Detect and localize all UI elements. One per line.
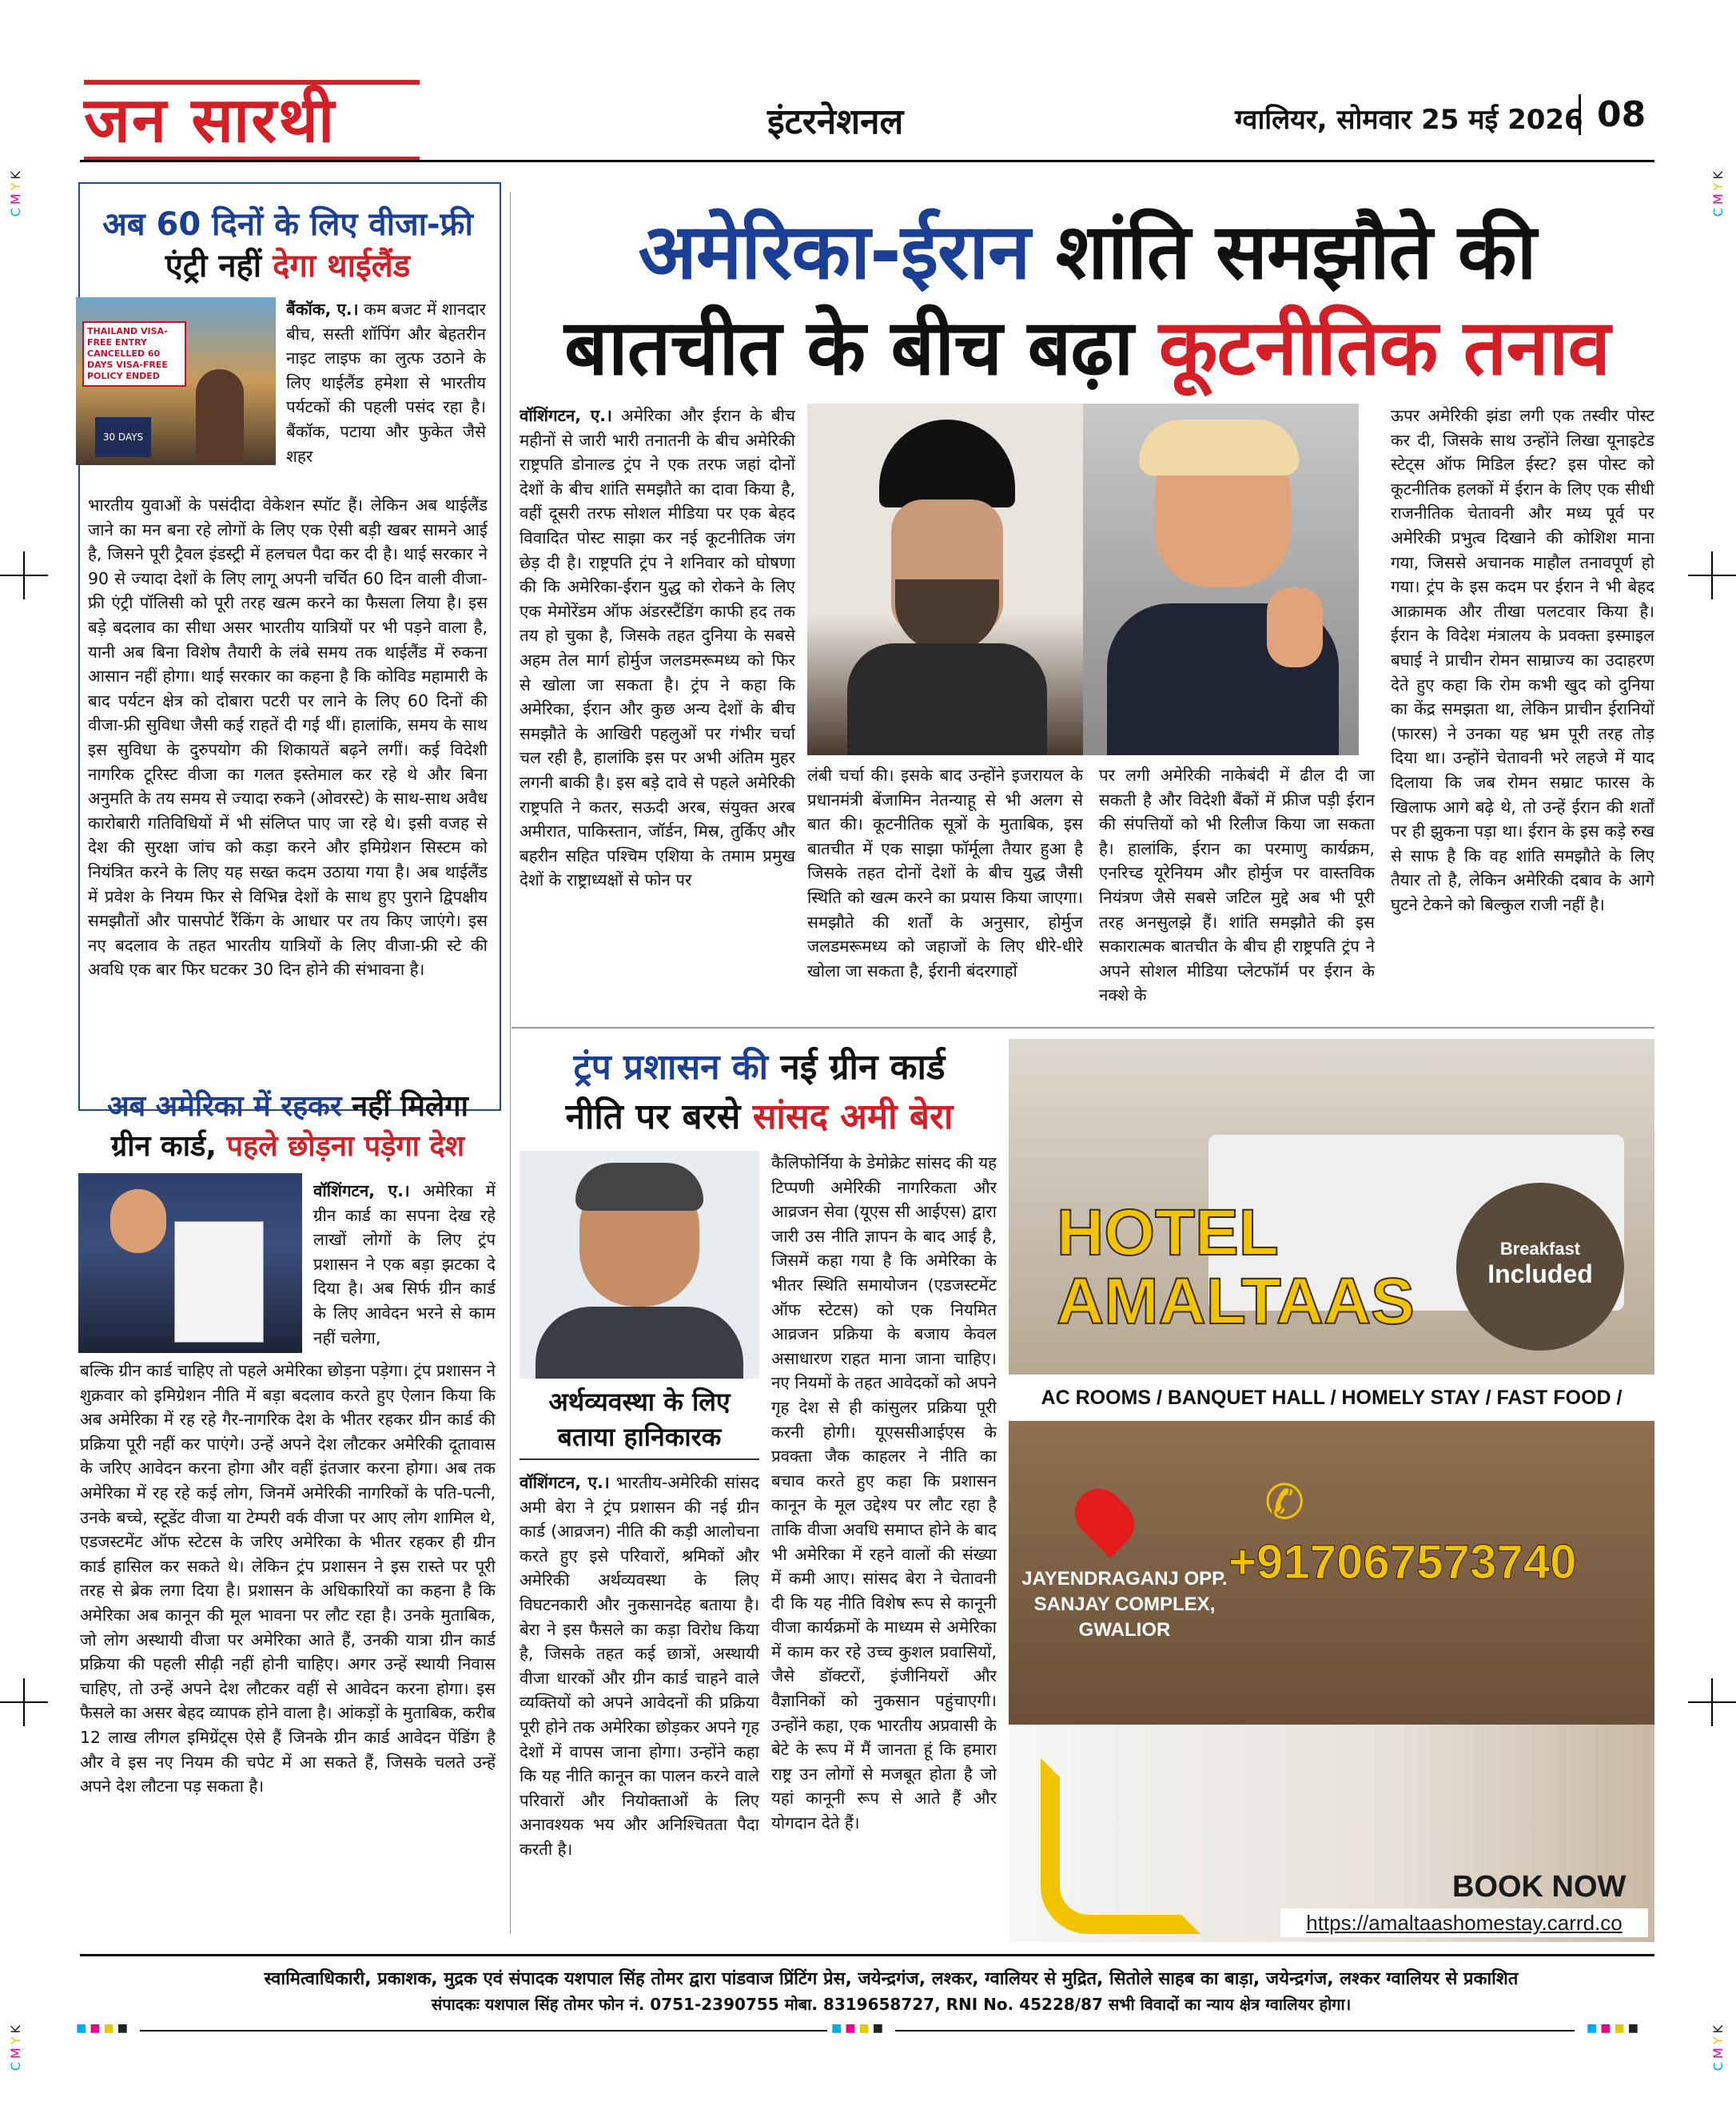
thailand-body: भारतीय युवाओं के पसंदीदा वेकेशन स्पॉट हैं। लेकिन अब थाईलैंड जाने का मन बना रहे लोगों के लिए एक ऐसी बड़ी खबर सामने आई है, जिसने पूरी ट्रैवल इंडस्ट्री में हलचल पैदा कर दी है। थाई सरकार ने 90 से ज्यादा देशों के लिए लागू अपनी चर्चित 60 दिन वाली वीजा-फ्री एंट्री पॉलिसी को पूरी तरह खत्म करने का फैसला लिया है। इस बड़े बदलाव का सीधा असर भारतीय यात्रियों पर भी पड़ने वाला है, यानी अब बिना विशेष तैयारी के लंबे समय तक थाईलैंड में रुकना आसान नहीं होगा। थाई सरकार का कहना है कि कोविड महामारी के बाद पर्यटन क्षेत्र को दोबारा पटरी पर लाने के लिए 60 दिनों की वीजा-फ्री सुविधा जैसी कई राहतें दी गई थीं। हालांकि, समय के साथ इस सुविधा के दुरुपयोग की शिकायतें बढ़ने लगीं। कई विदेशी नागरिक टूरिस्ट वीजा का गलत इस्तेमाल कर रहे थे और बिना अनुमति के तय समय से ज्यादा रुकने (ओवरस्टे) के साथ-साथ अवैध कारोबारी गतिविधियों में भी संलिप्त पाए जा रहे थे। इसी वजह से देश की सुरक्षा जांच को कड़ा करने और इमिग्रेशन सिस्टम को नियंत्रित करने के लिए यह सख्त कदम उठाया गया है। अब थाईलैंड में प्रवेश के नियम फिर से विभिन्न देशों के साथ हुए पुराने द्विपक्षीय समझौतों और पासपोर्ट रैंकिंग के आधार पर तय किए जाएंगे। इस नए बदलाव के तहत भारतीय यात्रियों के लिए वीजा-फ्री स्टे की अवधि एक बार फिर घटकर 30 दिन होने की संभावना है। bbox=[88, 495, 488, 980]
color-dots-center: ■■■■ bbox=[831, 2022, 886, 2035]
main-headline: अमेरिका-ईरान शांति समझौते की बातचीत के बीच बढ़ा कूटनीतिक तनाव bbox=[564, 207, 1610, 392]
cmyk-mark-top-left: CMYK bbox=[8, 168, 23, 217]
hair bbox=[575, 1163, 703, 1211]
registration-mark-left bbox=[0, 551, 48, 599]
visa-card-graphic: THAILAND VISA-FREE ENTRY CANCELLED 60 DAYS VISA-FREE POLICY ENDED bbox=[82, 321, 186, 387]
bottom-rule-left bbox=[140, 2030, 827, 2031]
ad-address: JAYENDRAGANJ OPP. SANJAY COMPLEX, GWALIOR bbox=[1021, 1568, 1228, 1641]
cmyk-mark-bottom-left: CMYK bbox=[8, 2022, 23, 2071]
cmyk-mark-top-right: CMYK bbox=[1710, 168, 1726, 217]
bera-col1: वॉशिंगटन, ए.। भारतीय-अमेरिकी सांसद अमी बेरा ने ट्रंप प्रशासन की नई ग्रीन कार्ड (आव्रजन) नीति की कड़ी आलोचना करते हुए इसे परिवारों, श्रमिकों और अमेरिकी अर्थव्यवस्था के लिए विघटनकारी और नुकसानदेह बताया है। बेरा ने इस फैसले का कड़ा विरोध किया है, जिसके तहत कई छात्रों, अस्थायी वीजा धारकों और ग्रीन कार्ड चाहने वाले व्यक्तियों को अपने आवेदनों की प्रक्रिया पूरी होने तक अमेरिका छोड़कर अपने गृह देशों में वापस जाना होगा। उन्होंने कहा कि यह नीति कानून का पालन करने वाले परिवारों और नियोक्ताओं के लिए अनावश्यक भय और अनिश्चितता पैदा करती है। bbox=[520, 1473, 759, 1859]
masthead-logo: जन सारथी bbox=[84, 80, 420, 161]
ad-hotel-name: AMALTAAS bbox=[1057, 1265, 1415, 1338]
hair bbox=[1139, 420, 1299, 476]
main-col1: वॉशिंगटन, ए.। अमेरिका और ईरान के बीच महीनों से जारी भारी तनातनी के बीच अमेरिकी राष्ट्रपति डोनाल्ड ट्रंप ने एक तरफ जहां दोनों देशों के बीच शांति समझौते का दावा किया है, वहीं दूसरी तरफ सोशल मीडिया पर एक बेहद विवादित पोस्ट साझा कर नई कूटनीतिक जंग छेड़ दी है। राष्ट्रपति ट्रंप ने शनिवार को घोषणा की कि अमेरिका-ईरान युद्ध को रोकने के लिए एक मेमोरेंडम ऑफ अंडरस्टैंडिंग काफी हद तक तय हो चुका है, जिसके तहत दुनिया के सबसे अहम तेल मार्ग होर्मुज जलडमरूमध्य को फिर से खोला जा सकता है। ट्रंप ने कहा कि अमेरिका, ईरान और कुछ अन्य देशों के बीच समझौते के आखिरी पहलुओं पर गंभीर चर्चा चल रही है, हालांकि इस पर अभी अंतिम मुहर लगनी बाकी है। इस बड़े दावे से पहले अमेरिकी राष्ट्रपति ने कतर, सऊदी अरब, संयुक्त अरब अमीरात, पाकिस्तान, जॉर्डन, मिस्र, तुर्किए और बहरीन सहित पश्चिम एशिया के तमाम प्रमुख देशों के राष्ट्राध्यक्षों से फोन पर bbox=[520, 406, 795, 890]
bera-headline: ट्रंप प्रशासन की नई ग्रीन कार्ड नीति पर बरसे सांसद अमी बेरा bbox=[565, 1047, 954, 1137]
iran-leader-photo bbox=[807, 404, 1083, 755]
main-col2: लंबी चर्चा की। इसके बाद उन्होंने इजरायल के प्रधानमंत्री बेंजामिन नेतन्याहू से भी अलग से बात की। कूटनीतिक सूत्रों के मुताबिक, इस बातचीत में एक साझा फॉर्मूला तैयार हुआ है जिसके तहत दोनों देशों के बीच युद्ध जैसी स्थिति को खत्म करने का प्रयास किया जाएगा। समझौते की शर्तों के अनुसार, होर्मुज जलडमरूमध्य को जहाजों के लिए धीरे-धीरे खोला जा सकता है, ईरानी बंदरगाहों bbox=[807, 766, 1083, 981]
trump-signing-photo bbox=[78, 1173, 302, 1353]
ad-website-link[interactable]: https://amaltaashomestay.carrd.co bbox=[1280, 1908, 1648, 1937]
main-col3: पर लगी अमेरिकी नाकेबंदी में ढील दी जा सकती है और विदेशी बैंकों में फ्रीज पड़ी ईरान की संपत्तियों को भी रिलीज किया जा सकता है। हालांकि, ईरान का परमाणु कार्यक्रम, एनरिच्ड यूरेनियम और होर्मुज पर वास्तविक नियंत्रण जैसे सबसे जटिल मुद्दे अब भी पूरी तरह अनसुलझे हैं। शांति समझौते की इस सकारात्मक बातचीत के बीच ही राष्ट्रपति ट्रंप ने अपने सोशल मीडिया प्लेटफॉर्म पर ईरान के नक्शे के bbox=[1099, 766, 1375, 1005]
bera-col2: कैलिफोर्निया के डेमोक्रेट सांसद की यह टिप्पणी अमेरिकी नागरिकता और आव्रजन सेवा (यूएस सी आईएस) द्वारा जारी उस नीति ज्ञापन के बाद आई है, जिसमें कहा गया है कि अमेरिका के भीतर स्थिति समायोजन (एडजस्टमेंट ऑफ स्टेटस) को एक नियमित आव्रजन प्रक्रिया के बजाय केवल असाधारण राहत माना जाना चाहिए। नए नियमों के तहत आवेदकों को अपने गृह देश से ही कांसुलर प्रक्रिया पूरी करनी होगी। यूएससीआईएस के प्रवक्ता जैक काहलर ने नीति का बचाव करते हुए कहा कि प्रशासन कानून के मूल उद्देश्य पर लौट रहा है ताकि वीजा अवधि समाप्त होने के बाद भी अमेरिका में रहने वालों की संख्या में कमी आए। सांसद बेरा ने चेतावनी दी कि यह नीति विशेष रूप से कानूनी वीजा कार्यक्रमों के माध्यम से अमेरिका में काम कर रहे उच्च कुशल प्रवासियों, जैसे डॉक्टरों, इंजीनियरों और वैज्ञानिकों को नुकसान पहुंचाएगी। उन्होंने कहा, एक भारतीय अप्रवासी के बेटे के रूप में मैं जानता हूं कि हमारा राष्ट्र उन लोगों से मजबूत होता है जो यहां कानूनी रूप से आते हैं और योगदान देते हैं। bbox=[771, 1153, 997, 1833]
ad-services-bar: AC ROOMS / BANQUET HALL / HOMELY STAY / FAST FOOD / bbox=[1009, 1375, 1654, 1421]
trump-face bbox=[110, 1189, 166, 1253]
section-rule bbox=[512, 1027, 1654, 1029]
greencard-lead: वॉशिंगटन, ए.। अमेरिका में ग्रीन कार्ड का सपना देख रहे लाखों लोगों के लिए ट्रंप प्रशासन ने एक बड़ा झटका दे दिया है। अब सिर्फ ग्रीन कार्ड के लिए आवेदन भरने से काम नहीं चलेगा, bbox=[313, 1181, 496, 1347]
bera-photo-caption: अर्थव्यवस्था के लिए बताया हानिकारक bbox=[548, 1387, 731, 1452]
registration-mark-right-lower bbox=[1688, 1678, 1736, 1726]
registration-mark-left-lower bbox=[0, 1678, 48, 1726]
passport-graphic: 30 DAYS bbox=[95, 417, 151, 457]
ad-hotel-word: HOTEL bbox=[1057, 1196, 1279, 1269]
ad-book-now[interactable]: BOOK NOW bbox=[1452, 1870, 1627, 1904]
thailand-headline: अब 60 दिनों के लिए वीजा-फ्री एंट्री नहीं देगा थाईलैंड bbox=[102, 206, 473, 285]
ad-yellow-frame bbox=[1041, 1758, 1200, 1934]
color-dots-right: ■■■■ bbox=[1587, 2022, 1642, 2035]
cmyk-mark-bottom-right: CMYK bbox=[1710, 2022, 1726, 2071]
phone-icon: ✆ bbox=[1264, 1474, 1305, 1530]
caption-rule bbox=[520, 1458, 759, 1460]
footer-editor-line: संपादकः यशपाल सिंह तोमर फोन नं. 0751-2390755 मोबा. 8319658727, RNI No. 45228/87 सभी विवादों का न्याय क्षेत्र ग्वालियर होगा। bbox=[431, 1995, 1352, 2014]
ad-phone[interactable]: +917067573740 bbox=[1228, 1535, 1577, 1589]
trump-thumbs-up-photo bbox=[1083, 404, 1359, 755]
footer-imprint: स्वामित्वाधिकारी, प्रकाशक, मुद्रक एवं संपादक यशपाल सिंह तोमर द्वारा पांडवाज प्रिंटिंग प्रेस, जयेन्द्रगंज, लश्कर, ग्वालियर से मुद्रित, सितोले साहब का बाड़ा, जयेन्द्रगंज, लश्कर ग्वालियर से प्रकाशित bbox=[264, 1969, 1519, 1989]
thumb-up-hand bbox=[1267, 587, 1323, 667]
turban bbox=[879, 420, 1015, 507]
main-col4: ऊपर अमेरिकी झंडा लगी एक तस्वीर पोस्ट कर दी, जिसके साथ उन्होंने लिखा यूनाइटेड स्टेट्स ऑफ मिडिल ईस्ट? इस पोस्ट को कूटनीतिक हलकों में ईरान के लिए एक सीधी राजनीतिक चेतावनी और मध्य पूर्व पर अमेरिकी प्रभुत्व दिखाने की कोशिश माना गया, जिससे अचानक माहौल तनावपूर्ण हो गया। ट्रंप के इस कदम पर ईरान ने भी बेहद आक्रामक और तीखा पलटवार किया है। ईरान के विदेश मंत्रालय के प्रवक्ता इस्माइल बघाई ने प्राचीन रोमन साम्राज्य का उदाहरण देते हुए कहा कि रोम कभी खुद को दुनिया का केंद्र समझता था, लेकिन प्राचीन ईरानियों (फारस) ने उनका यह भ्रम पूरी तरह तोड़ दिया था। उन्होंने चेतावनी भरे लहजे में याद दिलाया कि जब रोमन सम्राट फारस के खिलाफ आगे बढ़े थे, तो उन्हें ईरान की शर्तों पर ही झुकना पड़ा था। ईरान के इस कड़े रुख से साफ है कि वह शांति समझौते के लिए तैयार तो है, लेकिन अमेरिकी दबाव के आगे घुटने टेकने को बिल्कुल राजी नहीं है। bbox=[1391, 406, 1654, 914]
registration-mark-right bbox=[1688, 551, 1736, 599]
greencard-body: बल्कि ग्रीन कार्ड चाहिए तो पहले अमेरिका छोड़ना पड़ेगा। ट्रंप प्रशासन ने शुक्रवार को इमिग्रेशन नीति में बड़ा बदलाव करते हुए ऐलान किया कि अब अमेरिका में रह रहे गैर-नागरिक देश के भीतर रहकर ग्रीन कार्ड की प्रक्रिया पूरी नहीं कर पाएंगे। उन्हें अपने देश लौटकर अमेरिकी दूतावास के जरिए आवेदन करना होगा और वहीं इंतजार करना होगा। अब तक अमेरिका में रह रहे कई लोग, जिनमें अमेरिकी नागरिकों के पति-पत्नी, उनके बच्चे, स्टूडेंट वीजा या टेम्परी वर्क वीजा पर आए लोग शामिल थे, एडजस्टमेंट ऑफ स्टेटस के जरिए अमेरिका के भीतर रहकर ही ग्रीन कार्ड हासिल कर सकते थे। लेकिन ट्रंप प्रशासन ने इस रास्ते पर पूरी तरह से ब्रेक लगा दिया है। प्रशासन के अधिकारियों का कहना है कि अमेरिका अब कानून की मूल भावना पर लौट रहा है। उनके मुताबिक, जो लोग अस्थायी वीजा पर अमेरिका आते हैं, उनकी यात्रा ग्रीन कार्ड प्रक्रिया की पहली सीढ़ी नहीं होनी चाहिए। अगर उन्हें स्थायी निवास चाहिए, तो उन्हें अपने देश लौटकर वहीं से आवेदन करना होगा। इस फैसले का असर बेहद व्यापक होने वाला है। आंकड़ों के मुताबिक, करीब 12 लाख लीगल इमिग्रेंट्स ऐसे हैं जिनके ग्रीन कार्ड आवेदन पेंडिंग है और वे इस नए नियम की चपेट में आ सकते हैं, जिसके चलते उन्हें अपने देश लौटना पड़ सकता है। bbox=[80, 1361, 496, 1797]
traveler-figure bbox=[196, 369, 244, 465]
beard bbox=[895, 579, 999, 651]
color-dots-left: ■■■■ bbox=[76, 2022, 131, 2035]
hotel-amaltaas-ad[interactable] bbox=[1009, 1039, 1654, 1942]
thailand-visa-photo bbox=[76, 297, 276, 465]
suit bbox=[536, 1307, 743, 1379]
ami-bera-photo bbox=[520, 1151, 759, 1379]
page-number: 08 bbox=[1579, 94, 1646, 135]
dateline: ग्वालियर, सोमवार 25 मई 2026 bbox=[1235, 104, 1583, 136]
masthead-rule bbox=[80, 160, 1654, 162]
greencard-headline: अब अमेरिका में रहकर नहीं मिलेगा ग्रीन कार्ड, पहले छोड़ना पड़ेगा देश bbox=[107, 1090, 468, 1163]
robe bbox=[847, 643, 1047, 755]
bottom-rule-right bbox=[895, 2030, 1575, 2031]
signed-order-document bbox=[174, 1221, 264, 1343]
ad-breakfast-badge: Breakfast Included bbox=[1456, 1183, 1624, 1351]
section-name: इंटरनेशनल bbox=[767, 101, 904, 142]
footer-rule bbox=[80, 1954, 1654, 1956]
column-divider bbox=[510, 192, 511, 1934]
thailand-lead: बैंकॉक, ए.। कम बजट में शानदार बीच, सस्ती शॉपिंग और बेहतरीन नाइट लाइफ का लुत्फ उठाने के लिए थाईलैंड हमेशा से भारतीय पर्यटकों की पहली पसंद रहा है। बैंकॉक, पटाया और फुकेत जैसे शहर bbox=[286, 300, 486, 466]
